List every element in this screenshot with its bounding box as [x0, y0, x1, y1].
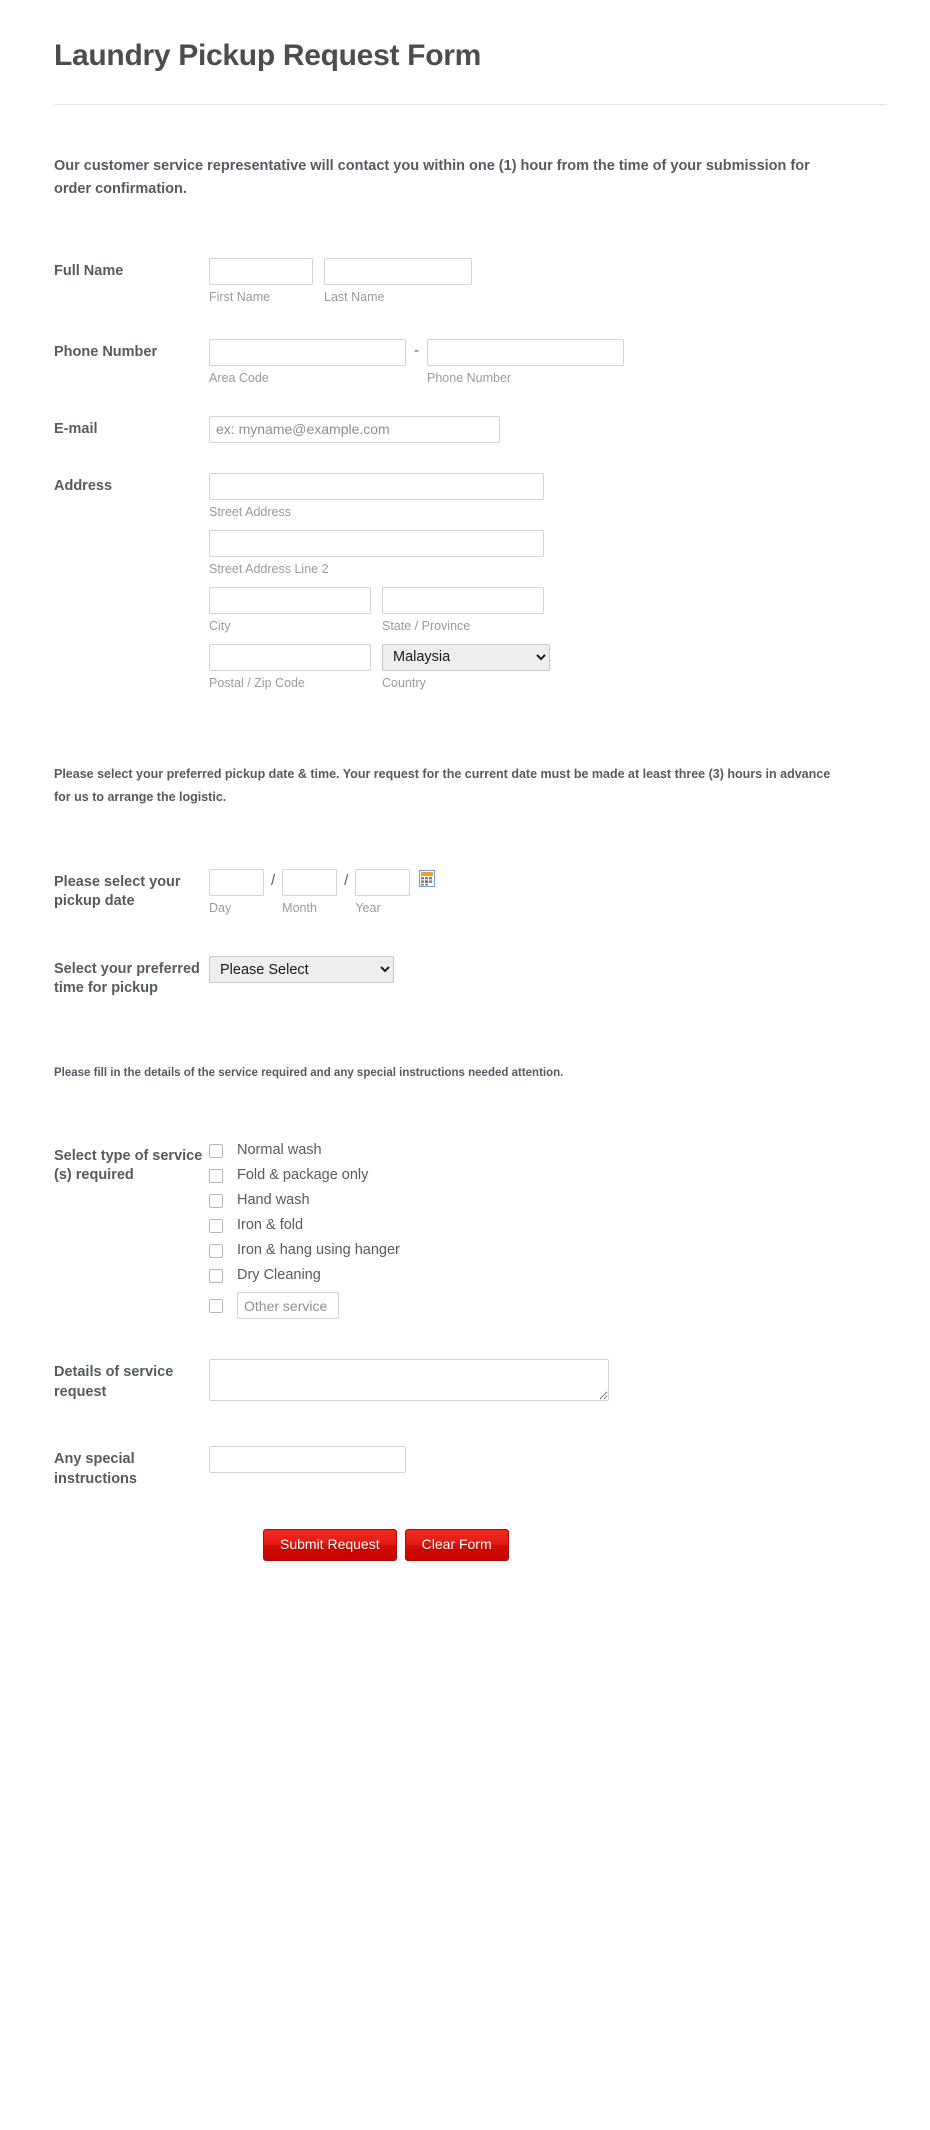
checkbox-box[interactable] — [209, 1299, 223, 1313]
special-instructions-label: Any special instructions — [54, 1451, 137, 1487]
phone-number-input[interactable] — [427, 339, 624, 366]
state-input[interactable] — [382, 587, 544, 614]
checkbox-item-other-service — [209, 1292, 876, 1319]
checkbox-box[interactable] — [209, 1144, 223, 1158]
header-divider — [54, 104, 887, 105]
checkbox-item-iron-hang-using-hanger[interactable] — [209, 1243, 876, 1259]
checkbox-label: Dry Cleaning — [237, 1266, 321, 1283]
field-row-special-instructions — [54, 1446, 876, 1488]
checkbox-item-fold-package-only[interactable] — [209, 1168, 876, 1184]
phone-number-cell — [427, 339, 624, 386]
pickup-date-fields — [209, 869, 876, 916]
city-sublabel: City — [209, 618, 231, 633]
city-state-row — [209, 587, 876, 634]
submit-request-button[interactable]: Submit Request — [263, 1529, 397, 1561]
postal-code-cell — [209, 644, 371, 691]
special-instructions-input[interactable] — [209, 1446, 406, 1473]
checkbox-label: Fold & package only — [237, 1166, 369, 1183]
field-row-details-of-service-request — [54, 1359, 876, 1406]
special-instructions-fields — [209, 1446, 876, 1473]
checkbox-box[interactable] — [209, 1169, 223, 1183]
state-cell — [382, 587, 544, 634]
phone-number-fields — [209, 339, 876, 386]
pickup-time-fields — [209, 956, 876, 983]
other-service-input[interactable] — [237, 1292, 339, 1319]
pickup-month-cell — [282, 869, 337, 916]
street-address-2-sublabel: Street Address Line 2 — [209, 561, 329, 576]
address-fields — [209, 473, 876, 691]
address-label: Address — [54, 477, 113, 494]
email-input[interactable] — [209, 416, 500, 443]
pickup-time-select[interactable] — [209, 956, 394, 983]
service-details-note: Please fill in the details of the service required and any special instructions needed attention. — [54, 1067, 564, 1080]
form-header — [0, 0, 930, 105]
checkbox-box[interactable] — [209, 1244, 223, 1258]
country-sublabel: Country — [382, 675, 426, 690]
phone-number-label: Phone Number — [54, 343, 158, 360]
first-name-sublabel: First Name — [209, 289, 271, 304]
street-address-cell — [209, 473, 876, 520]
checkbox-item-normal-wash[interactable] — [209, 1143, 876, 1159]
last-name-cell — [324, 258, 472, 305]
checkbox-box[interactable] — [209, 1194, 223, 1208]
last-name-input[interactable] — [324, 258, 472, 285]
street-address-2-input[interactable] — [209, 530, 544, 557]
pickup-year-sublabel: Year — [355, 901, 381, 916]
last-name-sublabel: Last Name — [324, 289, 385, 304]
pickup-day-sublabel: Day — [209, 901, 232, 916]
date-separator-2: / — [344, 872, 349, 890]
email-label: E-mail — [54, 420, 98, 437]
postal-country-row — [209, 644, 876, 691]
checkbox-box[interactable] — [209, 1269, 223, 1283]
checkbox-label: Normal wash — [237, 1141, 322, 1158]
postal-code-sublabel: Postal / Zip Code — [209, 675, 305, 690]
clear-form-button[interactable]: Clear Form — [405, 1529, 509, 1561]
service-types-label: Select type of service (s) required — [54, 1147, 203, 1183]
pickup-day-input[interactable] — [209, 869, 264, 896]
checkbox-item-dry-cleaning[interactable] — [209, 1268, 876, 1284]
pickup-date-label: Please select your pickup date — [54, 874, 181, 910]
form-actions — [54, 1529, 876, 1561]
postal-code-input[interactable] — [209, 644, 371, 671]
checkbox-label: Iron & hang using hanger — [237, 1241, 400, 1258]
state-sublabel: State / Province — [382, 618, 471, 633]
checkbox-label: Hand wash — [237, 1191, 310, 1208]
field-row-full-name — [54, 258, 876, 305]
checkbox-item-hand-wash[interactable] — [209, 1193, 876, 1209]
pickup-month-sublabel: Month — [282, 901, 317, 916]
details-fields — [209, 1359, 876, 1406]
details-label: Details of service request — [54, 1364, 174, 1400]
city-cell — [209, 587, 371, 634]
pickup-month-input[interactable] — [282, 869, 337, 896]
details-textarea[interactable] — [209, 1359, 609, 1401]
page-title: Laundry Pickup Request Form — [54, 39, 481, 72]
street-address-input[interactable] — [209, 473, 544, 500]
checkbox-item-iron-fold[interactable] — [209, 1218, 876, 1234]
date-separator-1: / — [271, 872, 276, 890]
checkbox-box[interactable] — [209, 1219, 223, 1233]
pickup-year-cell — [355, 869, 410, 916]
field-row-phone-number — [54, 339, 876, 386]
service-types-fields — [209, 1143, 876, 1320]
area-code-input[interactable] — [209, 339, 406, 366]
country-cell — [382, 644, 550, 691]
service-types-checkbox-list — [209, 1143, 876, 1320]
full-name-fields — [209, 258, 876, 305]
email-fields — [209, 416, 876, 443]
area-code-cell — [209, 339, 406, 386]
checkbox-label: Iron & fold — [237, 1216, 304, 1233]
field-row-email — [54, 416, 876, 443]
pickup-time-label: Select your preferred time for pickup — [54, 961, 200, 997]
field-row-service-types — [54, 1143, 876, 1320]
full-name-label: Full Name — [54, 262, 124, 279]
intro-text: Our customer service representative will contact you within one (1) hour from the time of your submission for order confirmation. — [54, 158, 810, 198]
pickup-date-note: Please select your preferred pickup date & time. Your request for the current date must be made at least three (3) hours in advance for us to arrange the logistic. — [54, 766, 831, 805]
phone-number-sublabel: Phone Number — [427, 370, 512, 385]
pickup-day-cell — [209, 869, 264, 916]
calendar-icon[interactable] — [419, 870, 435, 887]
country-select[interactable] — [382, 644, 550, 671]
first-name-cell — [209, 258, 313, 305]
field-row-pickup-date — [54, 869, 876, 916]
city-input[interactable] — [209, 587, 371, 614]
pickup-year-input[interactable] — [355, 869, 410, 896]
field-row-address — [54, 473, 876, 691]
street-address-2-cell — [209, 530, 876, 577]
first-name-input[interactable] — [209, 258, 313, 285]
area-code-sublabel: Area Code — [209, 370, 269, 385]
field-row-pickup-time — [54, 956, 876, 998]
street-address-sublabel: Street Address — [209, 504, 291, 519]
form-body — [0, 155, 930, 1601]
phone-separator: - — [414, 341, 419, 359]
